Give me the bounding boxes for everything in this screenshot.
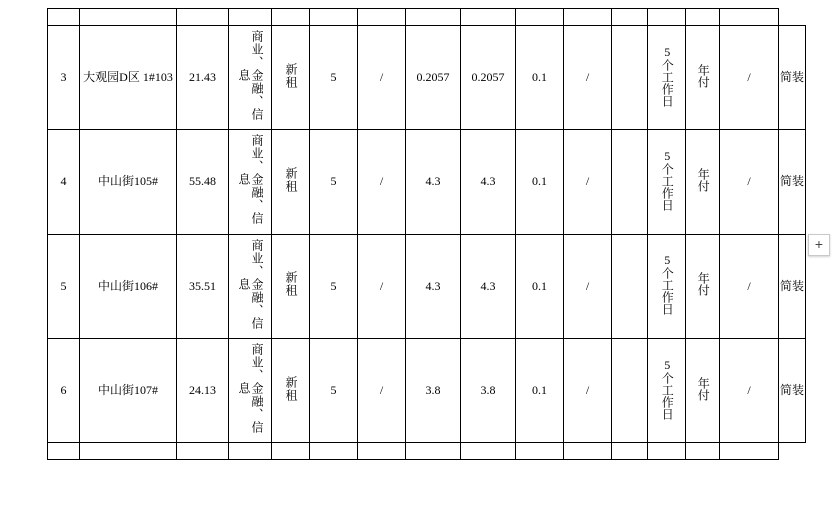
cell-index: 5 [48,234,80,338]
cell-blank-4: / [720,234,779,338]
spacer-cell [516,9,564,26]
spacer-cell [648,443,686,460]
cell-index: 6 [48,339,80,443]
cell-lease-type [272,339,310,443]
cell-workdays-text: 5个工作日 [660,148,675,211]
cell-blank-2: / [564,234,612,338]
cell-payment [686,130,720,234]
cell-rent-1: 3.8 [406,339,461,443]
cell-workdays [648,26,686,130]
spacer-cell [686,9,720,26]
cell-blank-1: / [358,26,406,130]
cell-blank-1: / [358,339,406,443]
spacer-cell [461,443,516,460]
cell-payment-text: 年付 [696,167,711,192]
cell-deposit: 0.1 [516,234,564,338]
cell-years: 5 [310,234,358,338]
cell-rent-2: 3.8 [461,339,516,443]
cell-workdays-text: 5个工作日 [660,357,675,420]
table-row[interactable] [48,130,806,234]
spacer-cell [648,9,686,26]
cell-years: 5 [310,26,358,130]
cell-rent-1: 0.2057 [406,26,461,130]
cell-rent-2: 0.2057 [461,26,516,130]
cell-lease-type [272,234,310,338]
cell-decoration: 简装 [779,234,806,338]
spacer-cell [686,443,720,460]
cell-deposit: 0.1 [516,26,564,130]
spacer-cell [720,443,779,460]
cell-lease-type-text: 新租 [283,271,298,298]
cell-workdays [648,339,686,443]
spacer-cell [406,443,461,460]
cell-blank-3 [612,234,648,338]
cell-decoration: 简装 [779,339,806,443]
spacer-cell [310,443,358,460]
cell-blank-1: / [358,130,406,234]
cell-payment-text: 年付 [696,272,711,297]
cell-usage [229,339,272,443]
cell-decoration: 简装 [779,26,806,130]
spacer-cell [358,9,406,26]
cell-blank-3 [612,130,648,234]
cell-area: 55.48 [177,130,229,234]
cell-lease-type-text: 新租 [283,166,298,193]
cell-lease-type [272,26,310,130]
table-row[interactable] [48,339,806,443]
cell-address: 中山街106# [80,234,177,338]
cell-deposit: 0.1 [516,339,564,443]
cell-address: 中山街107# [80,339,177,443]
cell-area: 35.51 [177,234,229,338]
table-row-spacer-top [48,9,806,26]
spacer-cell [272,9,310,26]
cell-usage [229,130,272,234]
cell-payment [686,234,720,338]
cell-lease-type-text: 新租 [283,375,298,402]
cell-workdays-text: 5个工作日 [660,44,675,107]
cell-index: 3 [48,26,80,130]
cell-blank-1: / [358,234,406,338]
cell-usage [229,26,272,130]
table-row-spacer-bottom [48,443,806,460]
cell-workdays [648,234,686,338]
cell-blank-4: / [720,339,779,443]
spacer-cell [80,9,177,26]
cell-area: 24.13 [177,339,229,443]
spacer-cell [564,443,612,460]
cell-area: 21.43 [177,26,229,130]
cell-rent-1: 4.3 [406,234,461,338]
cell-payment [686,339,720,443]
spacer-cell [48,9,80,26]
cell-address: 大观园D区 1#103 [80,26,177,130]
cell-blank-4: / [720,26,779,130]
cell-payment [686,26,720,130]
cell-deposit: 0.1 [516,130,564,234]
spacer-cell [612,9,648,26]
spacer-cell [564,9,612,26]
cell-blank-3 [612,26,648,130]
table-row[interactable] [48,234,806,338]
spacer-cell [461,9,516,26]
lease-listing-table [47,8,806,460]
cell-usage-text: 商业、金融、信息 [237,134,264,226]
cell-lease-type-text: 新租 [283,62,298,89]
spacer-cell [406,9,461,26]
cell-rent-2: 4.3 [461,130,516,234]
cell-blank-2: / [564,26,612,130]
spacer-cell [48,443,80,460]
cell-blank-3 [612,339,648,443]
spacer-cell [310,9,358,26]
cell-rent-2: 4.3 [461,234,516,338]
cell-usage-text: 商业、金融、信息 [237,343,264,435]
spacer-cell [177,9,229,26]
cell-lease-type [272,130,310,234]
spacer-cell [358,443,406,460]
cell-rent-1: 4.3 [406,130,461,234]
cell-blank-2: / [564,130,612,234]
spacer-cell [177,443,229,460]
cell-years: 5 [310,130,358,234]
cell-blank-2: / [564,339,612,443]
cell-years: 5 [310,339,358,443]
spacer-cell [80,443,177,460]
cell-payment-text: 年付 [696,376,711,401]
spacer-cell [720,9,779,26]
cell-workdays-text: 5个工作日 [660,253,675,316]
cell-blank-4: / [720,130,779,234]
spacer-cell [229,9,272,26]
table-row[interactable] [48,26,806,130]
spacer-cell [272,443,310,460]
cell-decoration: 简装 [779,130,806,234]
cell-index: 4 [48,130,80,234]
spacer-cell [516,443,564,460]
cell-address: 中山街105# [80,130,177,234]
spacer-cell [229,443,272,460]
cell-payment-text: 年付 [696,63,711,88]
add-row-button[interactable]: + [808,234,830,256]
cell-workdays [648,130,686,234]
spacer-cell [612,443,648,460]
cell-usage-text: 商业、金融、信息 [237,238,264,330]
cell-usage [229,234,272,338]
cell-usage-text: 商业、金融、信息 [237,30,264,121]
